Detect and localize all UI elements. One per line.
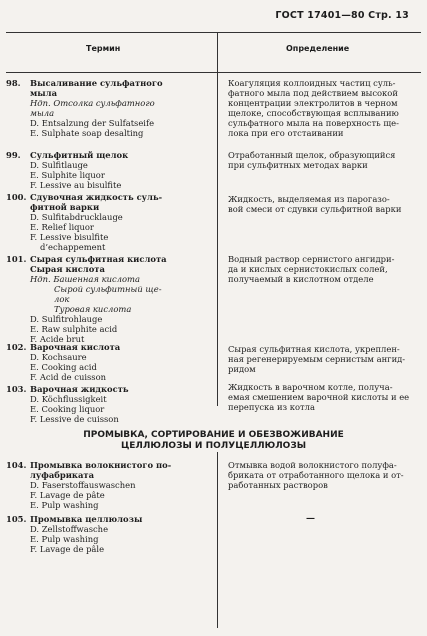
french-equivalent: F. Acide brut	[30, 334, 85, 344]
entry-number: 103.	[6, 384, 27, 394]
column-divider-lower	[217, 450, 218, 628]
french-equivalent: F. Lessive bisulfite	[30, 232, 109, 242]
deprecated-term: лок	[54, 294, 70, 304]
entry-number: 104.	[6, 460, 27, 470]
german-equivalent: D. Zellstoffwasche	[30, 524, 109, 534]
definition-103: Жидкость в варочном котле, получа- емая смешением варочной кислоты и ее перепуска из котла	[228, 382, 410, 412]
deprecated-term: мыла	[30, 108, 55, 118]
term-entry-100	[6, 192, 212, 252]
german-equivalent: D. Entsalzung der Sulfatseife	[30, 118, 155, 128]
french-equivalent: F. Lavage de pâle	[30, 544, 105, 554]
entry-number: 105.	[6, 514, 27, 524]
entry-number: 101.	[6, 254, 27, 264]
french-equivalent: F. Acid de cuisson	[30, 372, 107, 382]
definition-101: Водный раствор сернистого ангидри- да и кислых сернистокислых солей, получаемый в кислотном отделе	[228, 254, 395, 284]
english-equivalent: E. Relief liquor	[30, 222, 94, 232]
french-equivalent: F. Lessive de cuisson	[30, 414, 119, 424]
french-equivalent-cont: d’echappement	[40, 242, 106, 252]
term-line: Варочная жидкость	[30, 384, 129, 394]
term-line: Высаливание сульфатного	[30, 78, 163, 88]
deprecated-term: Сырой сульфитный ще-	[54, 284, 162, 294]
term-entry-101	[6, 254, 212, 344]
term-entry-104	[6, 460, 212, 510]
french-equivalent: F. Lavage de pâte	[30, 490, 105, 500]
deprecated-term: Ндп. Отсолка сульфатного	[30, 98, 155, 108]
term-line: луфабриката	[30, 470, 94, 480]
entry-number: 100.	[6, 192, 27, 202]
term-line: Промывка целлюлозы	[30, 514, 143, 524]
term-line: Промывка волокнистого по-	[30, 460, 172, 470]
german-equivalent: D. Sulfitlauge	[30, 160, 88, 170]
column-header-term: Термин	[86, 44, 121, 53]
definition-100: Жидкость, выделяемая из парогазо- вой смеси от сдувки сульфитной варки	[228, 194, 402, 214]
term-entry-105	[6, 514, 212, 554]
table-header-rule	[6, 72, 421, 73]
column-divider	[217, 32, 218, 406]
english-equivalent: E. Pulp washing	[30, 534, 99, 544]
terms-table	[6, 32, 421, 628]
definition-102: Сырая сульфитная кислота, укреплен- ная регенерируемым сернистым ангид- ридом	[228, 344, 406, 374]
french-equivalent: F. Lessive au bisulfite	[30, 180, 122, 190]
english-equivalent: E. Cooking acid	[30, 362, 97, 372]
definition-104: Отмывка водой волокнистого полуфа- бриката от отработанного щелока и от- работанных растворов	[228, 460, 404, 490]
term-line: Сдувочная жидкость суль-	[30, 192, 163, 202]
term-entry-98	[6, 78, 212, 138]
english-equivalent: E. Cooking liquor	[30, 404, 105, 414]
term-line: Сырая сульфитная кислота	[30, 254, 167, 264]
section-title: ПРОМЫВКА, СОРТИРОВАНИЕ И ОБЕЗВОЖИВАНИЕ ЦЕЛЛЮЛОЗЫ И ПОЛУЦЕЛЛЮЛОЗЫ	[16, 430, 411, 452]
entry-number: 102.	[6, 342, 27, 352]
german-equivalent: D. Kochsaure	[30, 352, 87, 362]
term-entry-102	[6, 342, 212, 382]
definition-99: Отработанный щелок, образующийся при сульфитных методах варки	[228, 150, 396, 170]
term-entry-99	[6, 150, 212, 190]
term-line: фитной варки	[30, 202, 100, 212]
german-equivalent: D. Köchflussigkeit	[30, 394, 107, 404]
term-line: Сырая кислота	[30, 264, 105, 274]
term-line: Варочная кислота	[30, 342, 121, 352]
english-equivalent: E. Pulp washing	[30, 500, 99, 510]
entry-number: 99.	[6, 150, 21, 160]
table-top-rule	[6, 32, 421, 33]
column-header-definition: Определение	[286, 44, 350, 53]
term-line: Сульфитный щелок	[30, 150, 129, 160]
page-header: ГОСТ 17401—80 Стр. 13	[275, 10, 409, 21]
deprecated-term: Туровая кислота	[54, 304, 132, 314]
term-entry-103	[6, 384, 212, 424]
german-equivalent: D. Sulfitrohlauge	[30, 314, 103, 324]
term-line: мыла	[30, 88, 58, 98]
english-equivalent: E. Sulphite liquor	[30, 170, 105, 180]
deprecated-term: Ндп. Башенная кислота	[30, 274, 140, 284]
german-equivalent: D. Faserstoffauswaschen	[30, 480, 136, 490]
german-equivalent: D. Sulfitabdrucklauge	[30, 212, 123, 222]
definition-98: Коагуляция коллоидных частиц суль- фатного мыла под действием высокой концентрации электролитов в черном щелоке, способствующая всплыванию сульфатного мыла на поверхность ще- лока при его отстаивании	[228, 78, 399, 138]
english-equivalent: E. Raw sulphite acid	[30, 324, 118, 334]
entry-number: 98.	[6, 78, 21, 88]
english-equivalent: E. Sulphate soap desalting	[30, 128, 144, 138]
definition-105-dash: —	[306, 514, 315, 524]
